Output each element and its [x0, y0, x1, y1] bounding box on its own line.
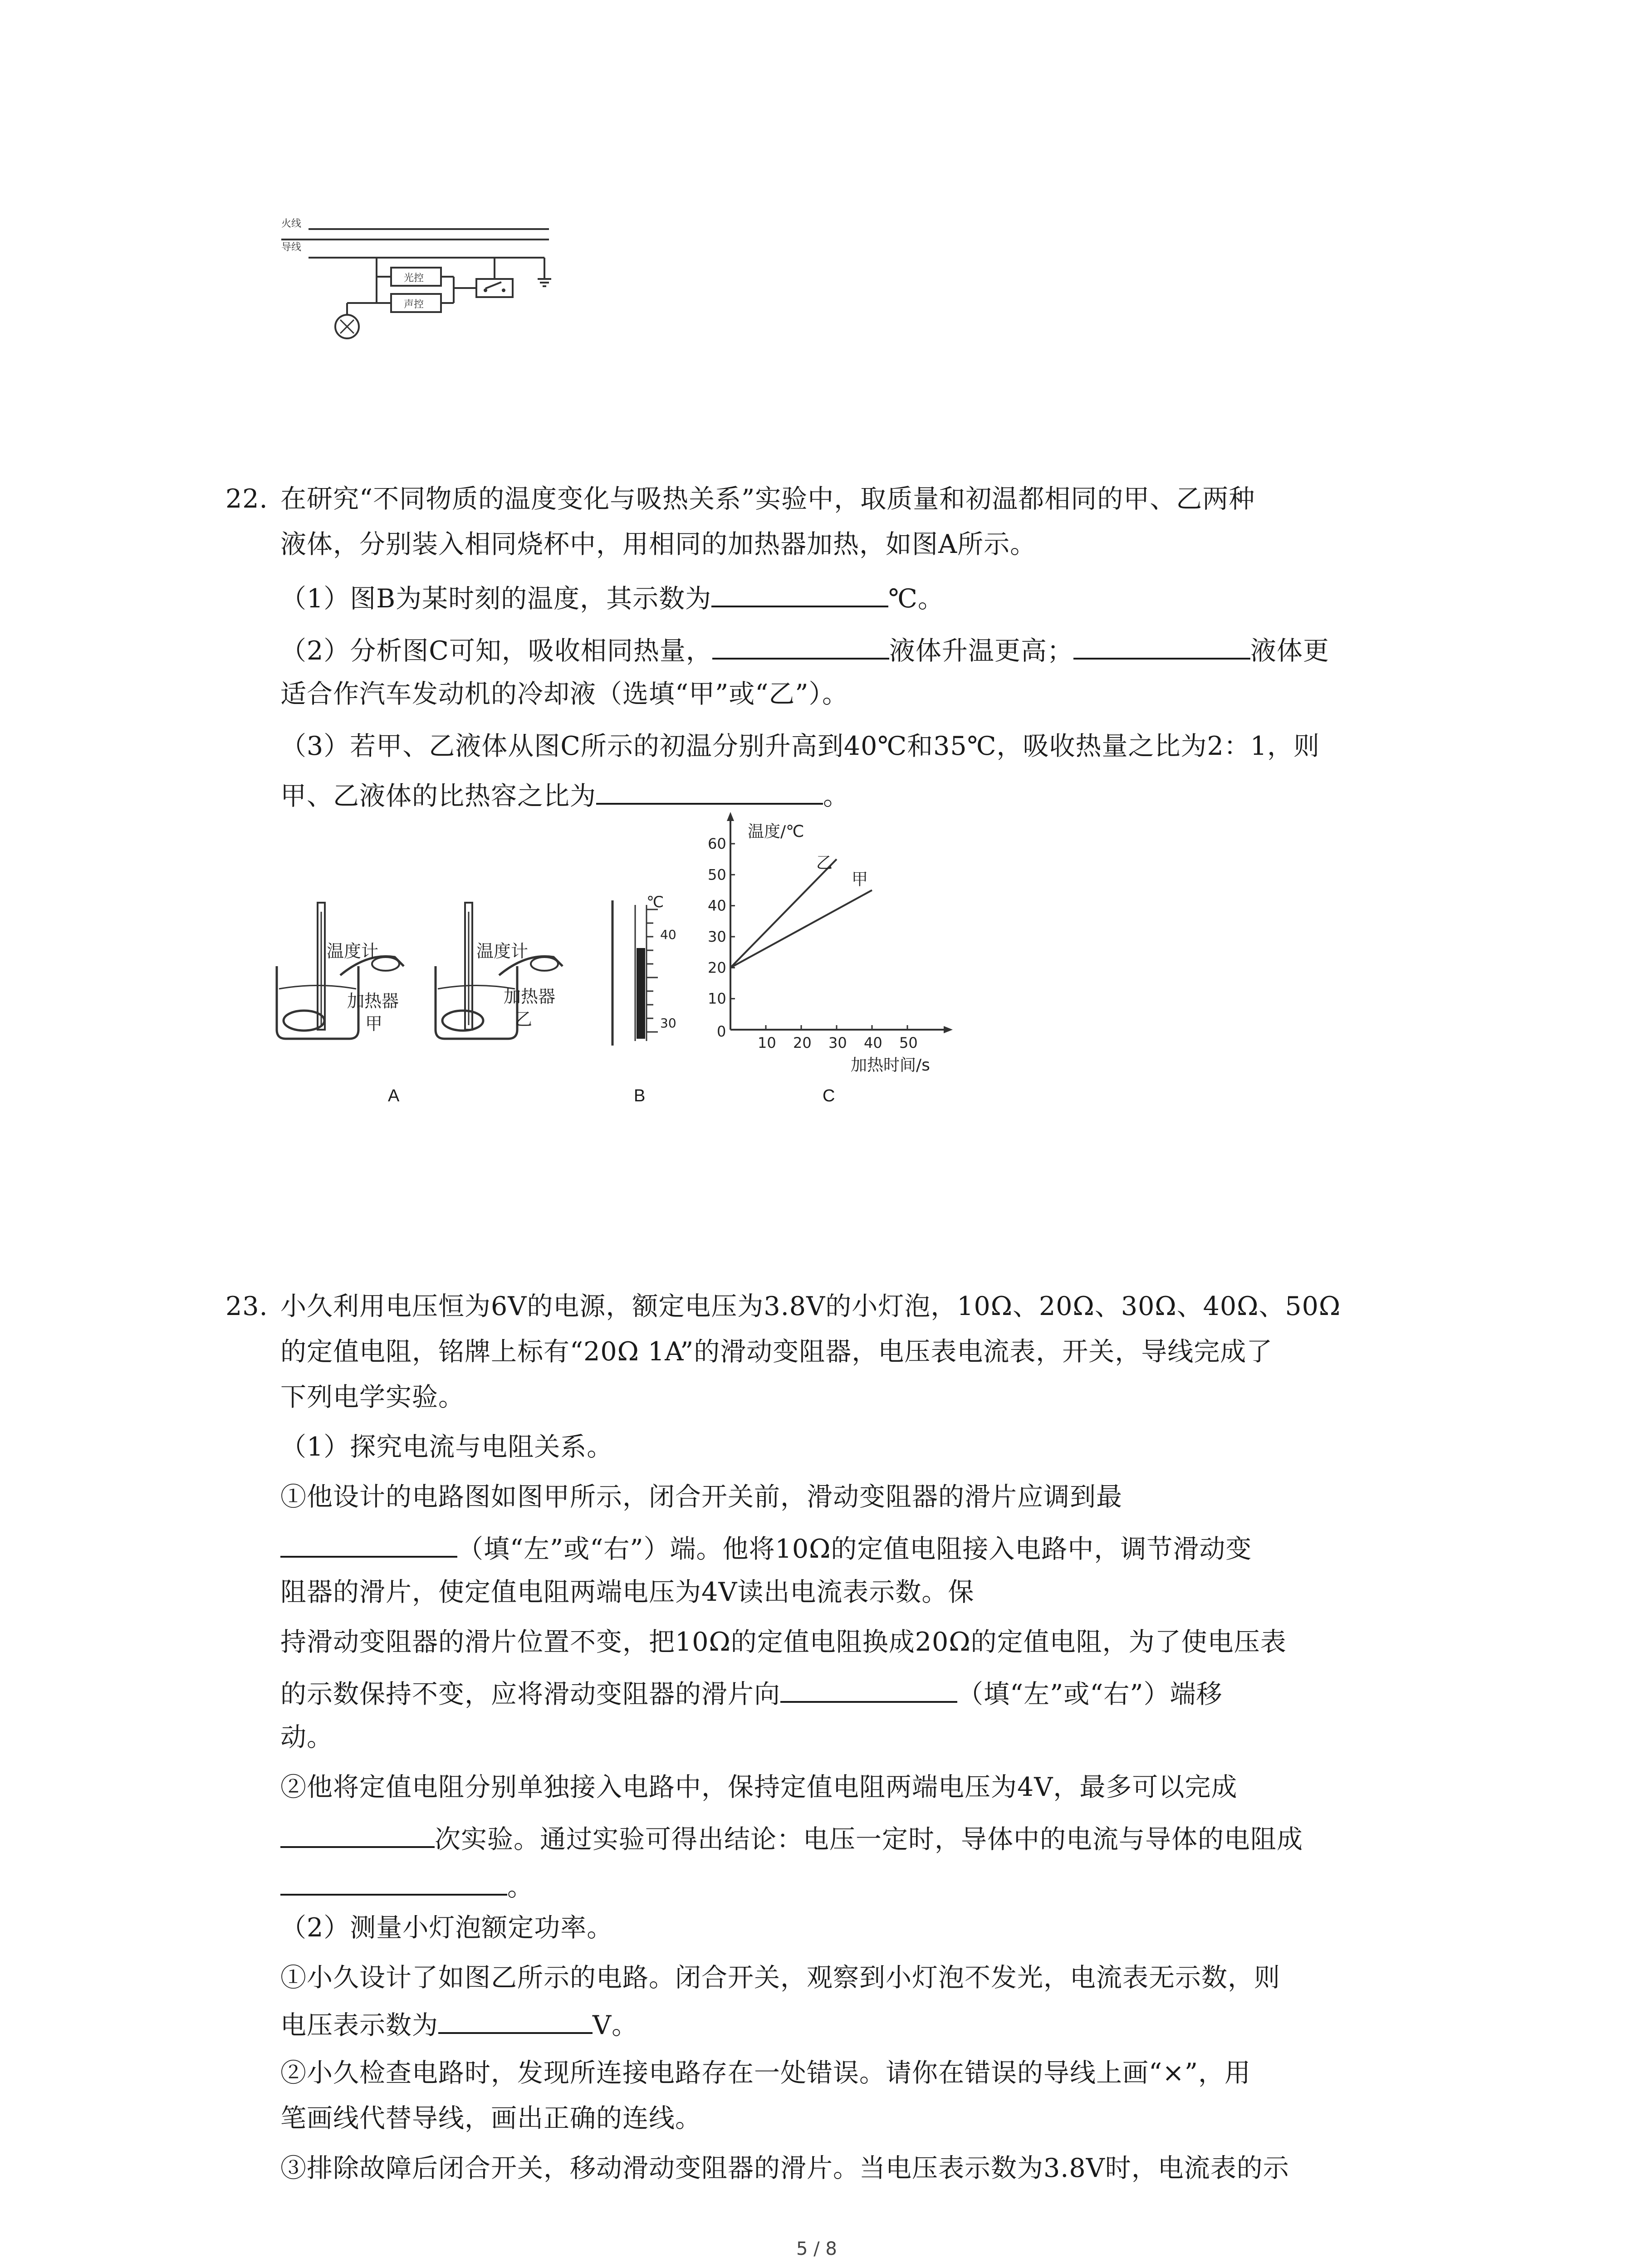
- q23-s1b-line3-end: 。: [507, 1872, 534, 1902]
- q23-s1a-line5-text: 的示数保持不变，应将滑动变阻器的滑片向: [280, 1679, 780, 1709]
- thermometer-tick-30: 30: [660, 1016, 676, 1031]
- beakers-diagram: [268, 885, 585, 1111]
- figure-b-caption: B: [634, 1086, 646, 1105]
- q23-s1b-line2: [280, 1819, 1303, 1857]
- q23-s1a-line6: 动。: [280, 1722, 333, 1752]
- q22-number: 22.: [225, 484, 268, 514]
- q22-part2-text: （2）分析图C可知，吸收相同热量，: [280, 636, 712, 666]
- q22-line1: 在研究“不同物质的温度变化与吸热关系”实验中，取质量和初温都相同的甲、乙两种: [280, 484, 1255, 514]
- q23-s2a-line1: ①小久设计了如图乙所示的电路。闭合开关，观察到小灯泡不发光，电流表无示数，则: [280, 1963, 1280, 1993]
- q22-part2-after: 液体更: [1250, 636, 1329, 666]
- q23-s1b-line1: ②他将定值电阻分别单独接入电路中，保持定值电阻两端电压为4V，最多可以完成: [280, 1772, 1238, 1802]
- page-number: 5 / 8: [796, 2239, 837, 2259]
- q23-s2b-line2: 笔画线代替导线，画出正确的连线。: [280, 2103, 701, 2133]
- q22-part2-line2: 适合作汽车发动机的冷却液（选填“甲”或“乙”）。: [280, 679, 849, 709]
- thermometer-tick-40: 40: [660, 927, 676, 942]
- q23-s1a-line1: ①他设计的电路图如图甲所示，闭合开关前，滑动变阻器的滑片应调到最: [280, 1482, 1122, 1512]
- switch-label-1: 光控: [404, 273, 424, 284]
- liquid-label-right: 乙: [515, 1009, 533, 1029]
- y-tick-label: 30: [708, 928, 726, 945]
- figure-a-caption: A: [388, 1086, 400, 1105]
- heater-label-left: 加热器: [347, 991, 399, 1011]
- q23-s1a-line5: [280, 1674, 1223, 1712]
- q23-s1a-line2-text: （填“左”或“右”）端。他将10Ω的定值电阻接入电路中，调节滑动变: [457, 1534, 1252, 1564]
- figure-c-caption: C: [823, 1086, 835, 1105]
- q23-s1b-blank1[interactable]: [280, 1819, 435, 1848]
- q22-part3-end: 。: [823, 781, 849, 811]
- q23-s2c-line1: ③排除故障后闭合开关，移动滑动变阻器的滑片。当电压表示数为3.8V时，电流表的示: [280, 2153, 1289, 2183]
- q22-part1-unit: ℃。: [888, 584, 944, 614]
- y-tick-label: 10: [708, 990, 726, 1007]
- q22-part2-mid: 液体升温更高；: [889, 636, 1073, 666]
- q22-line2: 液体，分别装入相同烧杯中，用相同的加热器加热，如图A所示。: [280, 529, 1037, 559]
- q22-part1: [280, 578, 944, 617]
- q23-s1b-line2-text: 次实验。通过实验可得出结论：电压一定时，导体中的电流与导体的电阻成: [435, 1824, 1303, 1854]
- x-tick-label: 30: [828, 1034, 847, 1051]
- y-tick-label: 40: [708, 897, 726, 914]
- q23-s1b-line3: [280, 1867, 534, 1905]
- x-tick-label: 10: [758, 1034, 776, 1051]
- q23-s1a-line5-after: （填“左”或“右”）端移: [957, 1679, 1223, 1709]
- figure-c: [681, 807, 971, 1089]
- liquid-label-left: 甲: [365, 1014, 383, 1034]
- temperature-chart: [681, 807, 971, 1089]
- series-label: 甲: [852, 870, 868, 889]
- circuit-diagram: [272, 213, 572, 358]
- x-tick-label: 20: [793, 1034, 812, 1051]
- x-tick-label: 50: [899, 1034, 918, 1051]
- thermometer-label-right: 温度计: [476, 941, 529, 961]
- q23-line1: 小久利用电压恒为6V的电源，额定电压为3.8V的小灯泡，10Ω、20Ω、30Ω、40Ω、50Ω: [280, 1291, 1341, 1321]
- q22-part3-blank[interactable]: [596, 776, 823, 805]
- q22-part3-line1: （3）若甲、乙液体从图C所示的初温分别升高到40℃和35℃，吸收热量之比为2：1，则: [280, 731, 1320, 761]
- wire-label-2: 导线: [281, 242, 302, 253]
- wire-label-1: 火线: [281, 218, 302, 230]
- y-axis-arrow: [727, 812, 734, 821]
- q23-s1b-blank2[interactable]: [280, 1867, 507, 1896]
- q23-s1a-blank2[interactable]: [780, 1674, 957, 1703]
- x-axis-arrow: [944, 1026, 953, 1033]
- q23-line3: 下列电学实验。: [280, 1382, 465, 1412]
- thermometer-unit: ℃: [647, 896, 664, 911]
- q23-s1-title: （1）探究电流与电阻关系。: [280, 1432, 613, 1462]
- q23-s2-title: （2）测量小灯泡额定功率。: [280, 1913, 613, 1943]
- q22-part2-blank1[interactable]: [712, 631, 889, 660]
- figure-a: [268, 885, 585, 1111]
- origin-label: 0: [717, 1023, 726, 1040]
- x-axis-label: 加热时间/s: [851, 1056, 930, 1075]
- switch-label-2: 声控: [404, 299, 424, 310]
- q23-s2b-line1: ②小久检查电路时，发现所连接电路存在一处错误。请你在错误的导线上画“×”，用: [280, 2058, 1251, 2088]
- q23-s1a-line4: 持滑动变阻器的滑片位置不变，把10Ω的定值电阻换成20Ω的定值电阻，为了使电压表: [280, 1627, 1287, 1657]
- q22-part2: [280, 631, 1329, 669]
- q22-part3-text: 甲、乙液体的比热容之比为: [280, 781, 596, 811]
- q23-number: 23.: [225, 1291, 268, 1321]
- q23-s2a-line2-text: 电压表示数为: [280, 2010, 438, 2040]
- q22-part1-text: （1）图B为某时刻的温度，其示数为: [280, 584, 712, 614]
- heater-label-right: 加热器: [504, 987, 556, 1007]
- y-tick-label: 50: [708, 866, 726, 884]
- top-circuit-figure: [272, 213, 572, 358]
- q23-s2a-line2: [280, 2005, 638, 2043]
- q23-s2a-line2-unit: V。: [593, 2010, 638, 2040]
- q22-part2-blank2[interactable]: [1073, 631, 1250, 660]
- thermometer-label-left: 温度计: [327, 941, 379, 961]
- series-line-jia: [730, 890, 872, 968]
- series-line-yi: [730, 859, 837, 968]
- x-tick-label: 40: [864, 1034, 882, 1051]
- q23-line2: 的定值电阻，铭牌上标有“20Ω 1A”的滑动变阻器，电压表电流表，开关，导线完成了: [280, 1337, 1273, 1367]
- q23-s1a-blank1[interactable]: [280, 1529, 457, 1558]
- series-label: 乙: [816, 854, 833, 873]
- y-axis-label: 温度/℃: [748, 822, 804, 841]
- q22-part1-blank[interactable]: [711, 578, 888, 607]
- q23-s2a-blank[interactable]: [438, 2005, 593, 2034]
- q23-s1a-line3: 阻器的滑片，使定值电阻两端电压为4V读出电流表示数。保: [280, 1577, 975, 1607]
- y-tick-label: 60: [708, 835, 726, 852]
- q23-s1a-line2: [280, 1529, 1252, 1567]
- y-tick-label: 20: [708, 959, 726, 977]
